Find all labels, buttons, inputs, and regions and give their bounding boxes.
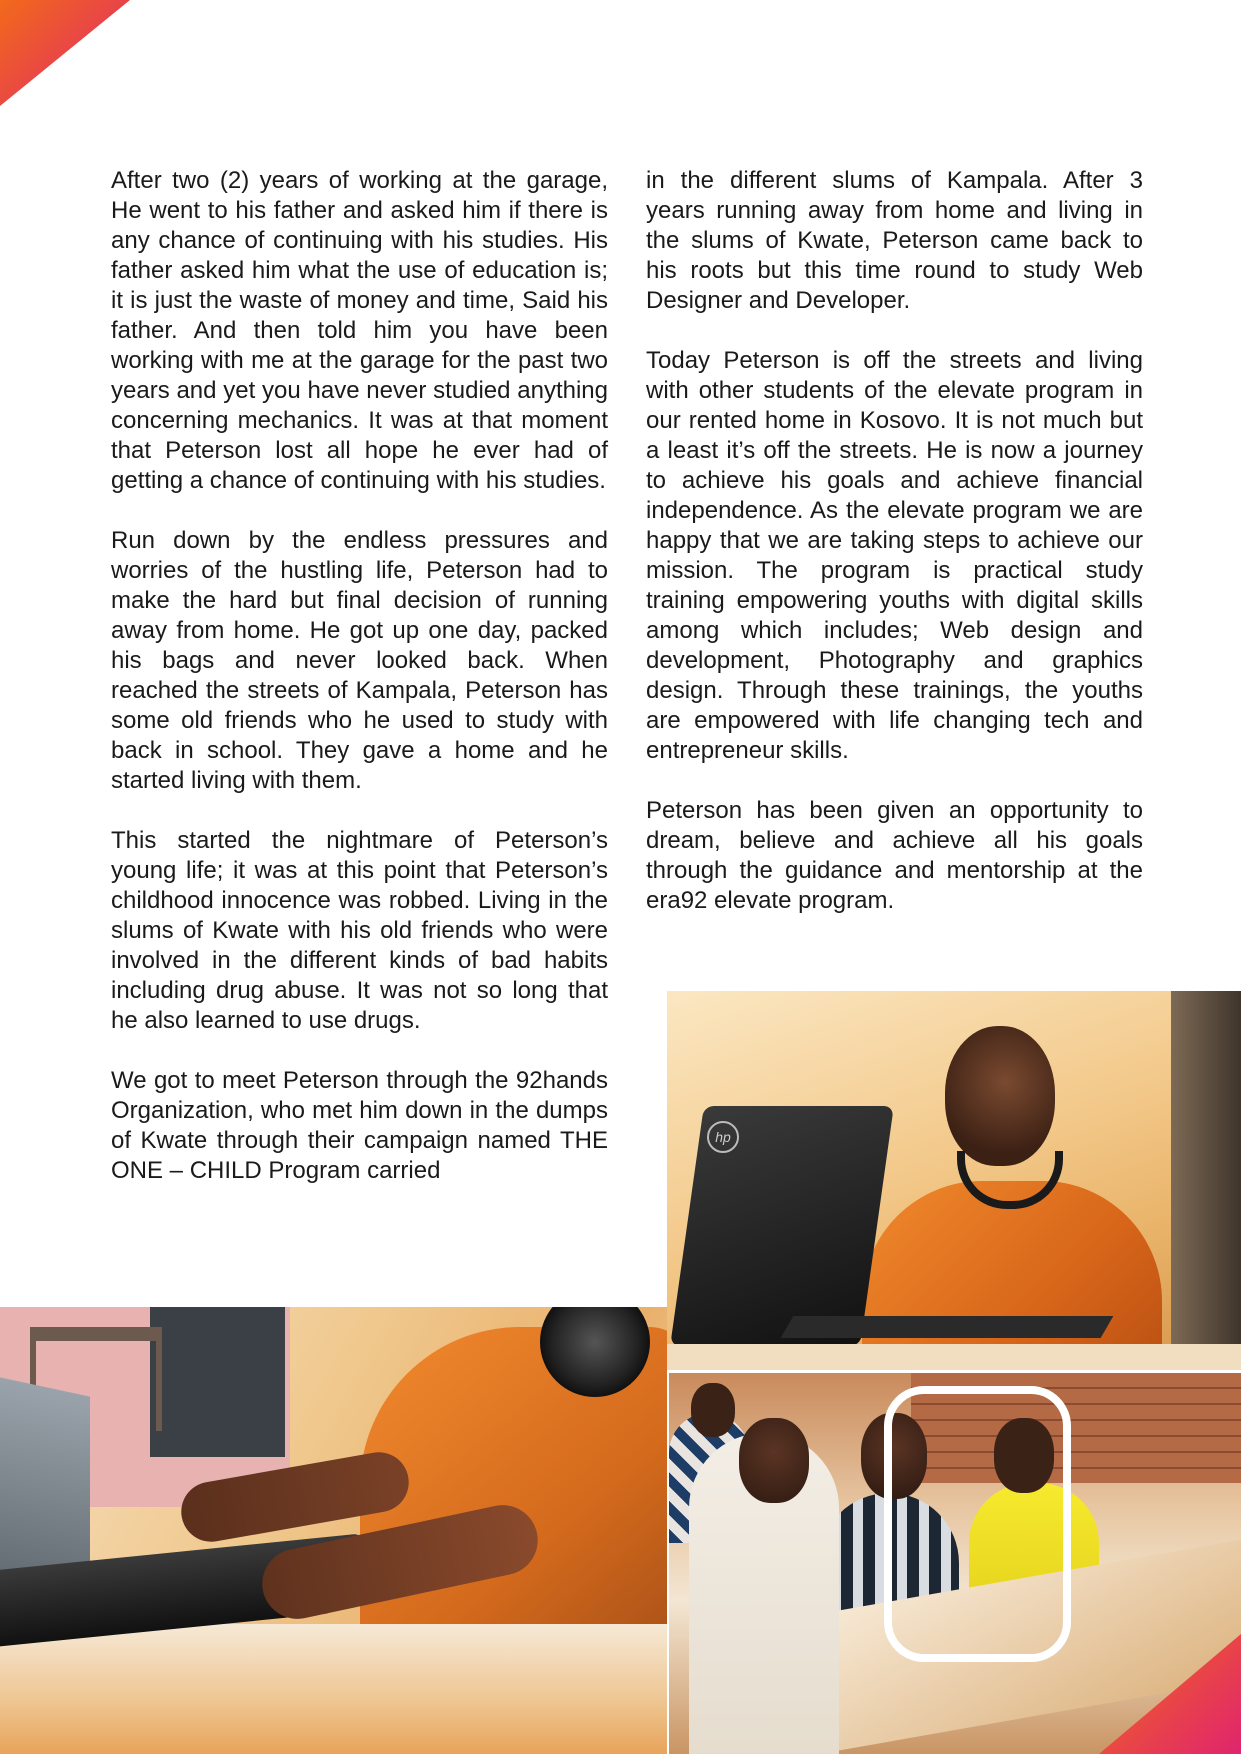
highlight-frame <box>884 1386 1071 1662</box>
photo-head <box>945 1026 1055 1166</box>
photo-student-laptop <box>667 991 1241 1370</box>
photo-head <box>739 1418 809 1503</box>
paragraph: Today Peterson is off the streets and living with other students of the elevate program in our rented home in Kosovo. It is not much but a least it’s off the streets. He is now a journey to achieve his goals and achieve financial independence. As the elevate program we are happy that we are taking steps to achieve our mission. The program is practical study training empowering youths with digital skills among which includes; Web design and development, Photography and graphics design. Through these trainings, the youths are empowered with life changing tech and entrepreneur skills. <box>646 347 1143 764</box>
paragraph: After two (2) years of working at the garage, He went to his father and asked him if there is any chance of continuing with his studies. His father asked him what the use of education is; it is just the waste of money and time, Said his father. And then told him you have been working with me at the garage for the past two years and yet you have never studied anything concerning mechanics. It was at that moment that Peterson lost all hope he ever had of getting a chance of continuing with his studies. <box>111 167 608 494</box>
photo-typing-hands <box>0 1307 667 1754</box>
photo-laptop-lid <box>670 1106 894 1346</box>
photo-head <box>691 1383 735 1437</box>
article-column-left <box>111 166 608 1216</box>
photo-monitor <box>150 1307 285 1457</box>
photo-desk <box>0 1624 667 1754</box>
photo-laptop-base <box>781 1316 1114 1338</box>
paragraph: We got to meet Peterson through the 92hands Organization, who met him down in the dumps of Kwate through their campaign named THE ONE – CHILD Program carried <box>111 1067 608 1184</box>
laptop-logo: hp <box>707 1121 739 1153</box>
corner-accent-top-left <box>0 0 130 106</box>
photo-desk <box>667 1344 1241 1370</box>
paragraph: in the different slums of Kampala. After 3 years running away from home and living in the slums of Kwate, Peterson came back to his roots but this time round to study Web Designer and Developer. <box>646 167 1143 314</box>
paragraph: Peterson has been given an opportunity to dream, believe and achieve all his goals through the guidance and mentorship at the era92 elevate program. <box>646 797 1143 914</box>
paragraph: This started the nightmare of Peterson’s young life; it was at this point that Peterson’s childhood innocence was robbed. Living in the slums of Kwate with his old friends who were involved in the different kinds of bad habits including drug abuse. It was not so long that he also learned to use drugs. <box>111 827 608 1034</box>
article-column-right <box>646 166 1143 946</box>
paragraph: Run down by the endless pressures and worries of the hustling life, Peterson had to make the hard but final decision of running away from home. He got up one day, packed his bags and never looked back. When reached the streets of Kampala, Peterson has some old friends who he used to study with back in school. They gave a home and he started living with them. <box>111 527 608 794</box>
photo-orange-shirt <box>862 1181 1162 1370</box>
photo-wall <box>1171 991 1241 1370</box>
